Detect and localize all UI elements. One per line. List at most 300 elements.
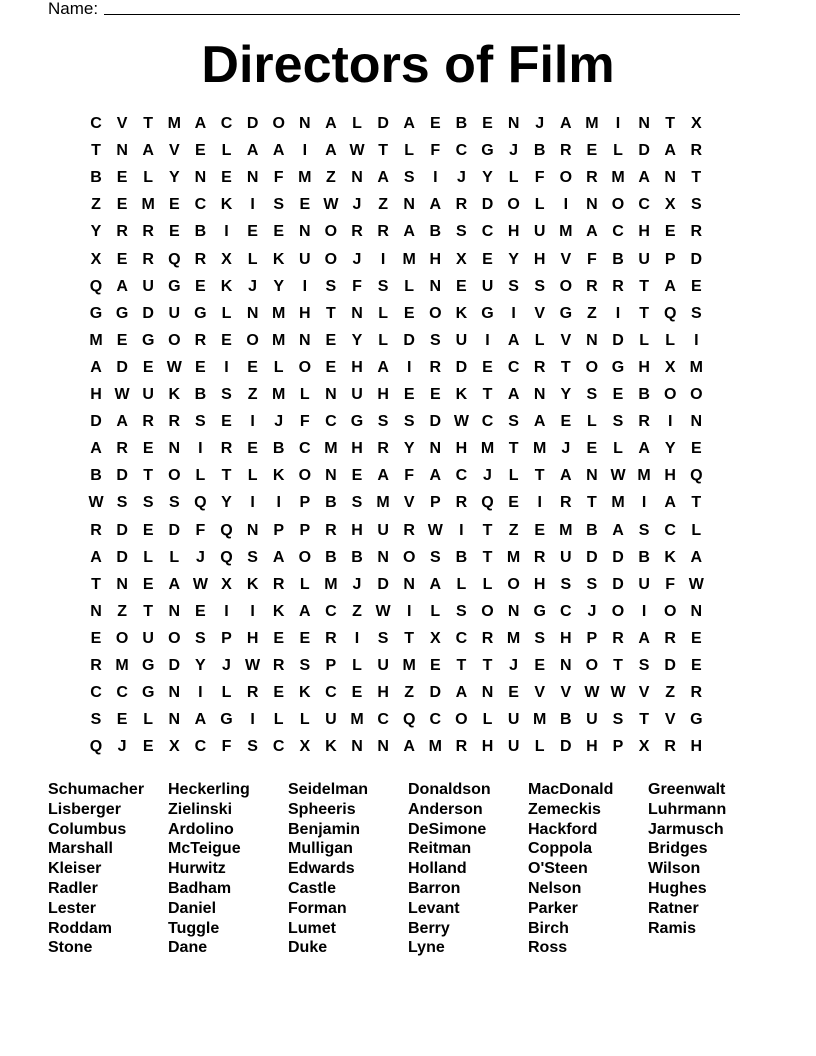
- grid-letter: Z: [247, 386, 258, 403]
- grid-letter: T: [482, 548, 493, 566]
- grid-letter: G: [141, 684, 155, 702]
- grid-letter: I: [250, 711, 255, 729]
- grid-letter: I: [667, 413, 673, 431]
- grid-letter: J: [509, 142, 519, 160]
- grid-letter: E: [195, 602, 206, 620]
- word-list-item: MacDonald: [528, 781, 614, 798]
- grid-letter: L: [613, 142, 623, 160]
- grid-letter: K: [299, 684, 311, 702]
- grid-letter: S: [586, 575, 598, 593]
- grid-letter: X: [638, 738, 650, 756]
- grid-letter: Z: [587, 304, 597, 322]
- grid-letter: E: [273, 223, 285, 241]
- grid-letter: I: [224, 358, 229, 376]
- grid-letter: L: [352, 657, 362, 674]
- grid-letter: U: [638, 575, 650, 593]
- word-list-item: Parker: [528, 899, 578, 917]
- grid-letter: N: [116, 142, 128, 160]
- grid-letter: B: [351, 548, 363, 566]
- grid-letter: C: [325, 602, 337, 620]
- grid-letter: I: [276, 494, 281, 512]
- grid-letter: R: [220, 440, 233, 458]
- grid-letter: S: [221, 386, 232, 403]
- grid-letter: U: [533, 223, 546, 241]
- grid-letter: A: [325, 142, 337, 160]
- word-list-item: Columbus: [48, 820, 127, 838]
- grid-letter: K: [272, 602, 285, 620]
- grid-letter: L: [482, 711, 493, 729]
- grid-letter: C: [377, 711, 389, 729]
- word-list-item: Birch: [528, 919, 569, 937]
- grid-letter: T: [326, 304, 336, 322]
- grid-letter: R: [377, 223, 389, 241]
- grid-letter: T: [91, 575, 101, 593]
- grid-letter: R: [533, 358, 546, 376]
- grid-letter: S: [195, 413, 206, 431]
- grid-letter: S: [351, 494, 363, 512]
- grid-letter: H: [351, 521, 363, 539]
- grid-letter: G: [350, 413, 364, 431]
- grid-letter: T: [534, 467, 545, 485]
- grid-letter: W: [584, 684, 600, 702]
- grid-letter: Z: [352, 602, 362, 620]
- grid-letter: M: [402, 250, 416, 268]
- word-list-item: Lyne: [408, 939, 445, 957]
- grid-letter: K: [220, 196, 233, 214]
- grid-letter: E: [351, 684, 363, 702]
- grid-letter: G: [220, 711, 233, 729]
- grid-letter: N: [481, 684, 494, 702]
- grid-letter: L: [534, 331, 545, 349]
- grid-letter: N: [299, 223, 311, 241]
- grid-letter: N: [351, 169, 363, 187]
- grid-letter: F: [273, 169, 284, 187]
- grid-letter: D: [377, 575, 389, 593]
- grid-letter: E: [508, 684, 519, 702]
- grid-letter: L: [299, 575, 310, 593]
- grid-letter: K: [664, 548, 676, 566]
- grid-letter: L: [613, 440, 623, 458]
- grid-letter: L: [378, 331, 388, 349]
- grid-letter: C: [481, 223, 494, 241]
- grid-letter: A: [142, 142, 154, 160]
- grid-letter: Z: [91, 196, 101, 214]
- grid-letter: K: [246, 575, 259, 593]
- grid-letter: R: [194, 250, 207, 268]
- grid-letter: D: [586, 548, 598, 566]
- grid-letter: X: [168, 738, 180, 756]
- grid-letter: L: [665, 331, 676, 349]
- grid-letter: I: [485, 331, 490, 349]
- grid-letter: U: [377, 657, 389, 674]
- grid-letter: B: [194, 386, 207, 403]
- grid-letter: S: [534, 629, 546, 647]
- grid-letter: C: [325, 684, 337, 702]
- grid-letter: T: [221, 467, 232, 485]
- grid-letter: A: [194, 115, 207, 132]
- grid-letter: D: [481, 196, 494, 214]
- word-list-item: Anderson: [408, 800, 483, 818]
- grid-letter: E: [586, 142, 598, 160]
- grid-letter: Z: [665, 684, 676, 702]
- grid-letter: B: [272, 440, 285, 458]
- word-list-item: Castle: [288, 879, 337, 897]
- grid-letter: I: [641, 602, 647, 620]
- word-list-column: [168, 780, 250, 958]
- grid-letter: H: [664, 467, 676, 485]
- grid-letter: T: [143, 602, 154, 620]
- grid-letter: S: [325, 277, 337, 295]
- grid-letter: T: [691, 494, 702, 512]
- grid-letter: A: [664, 277, 676, 295]
- grid-letter: B: [533, 142, 546, 160]
- grid-letter: R: [664, 738, 676, 756]
- grid-letter: N: [168, 602, 181, 620]
- word-list-item: Badham: [168, 879, 232, 897]
- grid-letter: B: [429, 223, 442, 241]
- grid-letter: U: [455, 331, 468, 349]
- grid-letter: S: [168, 494, 180, 512]
- grid-letter: C: [299, 440, 311, 458]
- word-list-column: [48, 780, 144, 958]
- grid-letter: T: [613, 657, 623, 674]
- grid-letter: E: [482, 115, 493, 132]
- word-list-item: Donaldson: [408, 781, 491, 798]
- grid-letter: N: [168, 440, 181, 458]
- grid-letter: H: [533, 575, 546, 593]
- grid-letter: S: [377, 277, 389, 295]
- grid-letter: E: [429, 657, 441, 674]
- grid-letter: J: [483, 467, 492, 485]
- grid-letter: N: [351, 304, 363, 322]
- grid-letter: T: [482, 386, 493, 403]
- grid-letter: A: [90, 440, 102, 458]
- grid-letter: G: [559, 304, 573, 322]
- grid-letter: C: [90, 684, 102, 702]
- grid-letter: S: [116, 494, 128, 512]
- grid-letter: N: [586, 467, 598, 485]
- grid-letter: E: [195, 277, 206, 295]
- grid-letter: T: [143, 115, 154, 132]
- grid-letter: C: [455, 467, 468, 485]
- grid-letter: F: [665, 575, 676, 593]
- word-list-item: Edwards: [288, 860, 355, 878]
- grid-letter: R: [272, 657, 285, 674]
- grid-letter: K: [325, 738, 337, 756]
- grid-letter: P: [664, 250, 676, 268]
- grid-letter: N: [351, 738, 363, 756]
- grid-letter: S: [690, 304, 702, 322]
- grid-letter: A: [533, 413, 546, 431]
- grid-letter: G: [481, 304, 494, 322]
- grid-letter: E: [247, 223, 258, 241]
- grid-letter: I: [459, 521, 464, 539]
- grid-letter: X: [664, 196, 676, 214]
- word-list-item: Mulligan: [288, 840, 353, 858]
- grid-letter: O: [611, 196, 625, 214]
- grid-letter: D: [142, 304, 154, 322]
- grid-letter: L: [482, 575, 493, 593]
- grid-letter: L: [169, 548, 180, 566]
- grid-letter: R: [690, 684, 703, 702]
- grid-letter: Q: [220, 521, 233, 539]
- word-list-item: Seidelman: [288, 781, 369, 798]
- grid-letter: X: [690, 115, 702, 132]
- grid-letter: T: [587, 494, 597, 512]
- word-list-item: Levant: [408, 899, 460, 917]
- word-list-column: [288, 780, 368, 958]
- grid-letter: K: [220, 277, 233, 295]
- grid-letter: O: [455, 711, 468, 729]
- grid-letter: G: [115, 304, 129, 322]
- grid-letter: L: [639, 331, 649, 349]
- grid-letter: E: [168, 196, 180, 214]
- grid-letter: M: [298, 169, 312, 187]
- grid-letter: M: [506, 548, 521, 566]
- grid-letter: I: [224, 602, 229, 620]
- grid-letter: U: [507, 738, 520, 756]
- grid-letter: U: [638, 250, 650, 268]
- grid-letter: L: [587, 413, 597, 431]
- grid-letter: R: [272, 575, 285, 593]
- grid-letter: P: [325, 657, 337, 674]
- grid-letter: S: [690, 196, 702, 214]
- grid-letter: E: [142, 738, 154, 756]
- grid-letter: M: [506, 629, 521, 647]
- grid-letter: R: [560, 494, 572, 512]
- grid-letter: X: [221, 575, 232, 593]
- word-list-item: Wilson: [648, 860, 701, 878]
- grid-letter: M: [559, 521, 573, 539]
- grid-letter: A: [403, 223, 415, 241]
- grid-letter: E: [456, 277, 467, 295]
- grid-letter: A: [272, 548, 285, 566]
- grid-letter: G: [141, 331, 155, 349]
- grid-letter: S: [586, 386, 598, 403]
- grid-letter: O: [559, 169, 573, 187]
- grid-letter: B: [325, 548, 337, 566]
- grid-letter: G: [89, 304, 103, 322]
- grid-letter: U: [299, 250, 311, 268]
- grid-letter: T: [691, 169, 702, 187]
- grid-letter: E: [586, 440, 598, 458]
- grid-letter: H: [377, 386, 389, 403]
- grid-letter: L: [221, 304, 232, 322]
- grid-letter: A: [403, 115, 415, 132]
- grid-letter: E: [116, 169, 128, 187]
- word-list-item: Duke: [288, 939, 328, 957]
- grid-letter: Z: [508, 521, 519, 539]
- grid-letter: F: [534, 169, 545, 187]
- grid-letter: I: [354, 629, 360, 647]
- word-list-item: Roddam: [48, 919, 112, 937]
- grid-letter: O: [663, 386, 677, 403]
- grid-letter: I: [615, 304, 621, 322]
- grid-letter: M: [141, 196, 155, 214]
- grid-letter: Y: [221, 494, 232, 512]
- grid-letter: V: [534, 684, 546, 702]
- grid-letter: O: [298, 358, 312, 376]
- grid-letter: L: [352, 115, 362, 132]
- grid-letter: H: [586, 738, 598, 756]
- grid-letter: U: [560, 548, 572, 566]
- word-list-item: Ratner: [648, 899, 699, 917]
- grid-letter: V: [638, 684, 650, 702]
- grid-letter: A: [507, 386, 520, 403]
- grid-letter: R: [194, 331, 207, 349]
- grid-letter: U: [351, 386, 363, 403]
- grid-letter: D: [116, 467, 128, 485]
- grid-letter: E: [116, 331, 128, 349]
- grid-letter: N: [246, 304, 259, 322]
- grid-letter: D: [403, 331, 415, 349]
- grid-letter: N: [168, 711, 181, 729]
- grid-letter: H: [351, 440, 363, 458]
- grid-letter: N: [533, 386, 546, 403]
- grid-letter: L: [143, 711, 154, 729]
- grid-letter: O: [168, 629, 181, 647]
- word-list-item: Daniel: [168, 899, 217, 917]
- grid-letter: E: [508, 494, 519, 512]
- grid-letter: A: [429, 196, 442, 214]
- grid-letter: U: [377, 521, 389, 539]
- grid-letter: L: [247, 250, 258, 268]
- grid-letter: R: [142, 413, 154, 431]
- grid-letter: M: [611, 494, 625, 512]
- grid-letter: Y: [195, 657, 206, 674]
- grid-letter: K: [455, 386, 468, 403]
- grid-letter: C: [90, 115, 102, 132]
- grid-letter: R: [455, 494, 468, 512]
- grid-letter: N: [403, 575, 415, 593]
- grid-letter: N: [429, 440, 442, 458]
- grid-letter: S: [247, 738, 258, 756]
- grid-letter: T: [639, 277, 649, 295]
- grid-letter: B: [612, 250, 624, 268]
- grid-letter: O: [507, 196, 520, 214]
- grid-letter: B: [325, 494, 337, 512]
- grid-letter: X: [456, 250, 467, 268]
- grid-letter: I: [433, 169, 438, 187]
- grid-letter: C: [455, 142, 468, 160]
- grid-letter: W: [349, 142, 365, 160]
- grid-letter: A: [377, 467, 389, 485]
- word-list-item: Coppola: [528, 840, 592, 858]
- grid-letter: L: [221, 142, 232, 160]
- grid-letter: R: [90, 521, 102, 539]
- grid-letter: J: [248, 277, 258, 295]
- grid-letter: S: [247, 548, 258, 566]
- grid-letter: G: [194, 304, 207, 322]
- grid-letter: M: [89, 331, 103, 349]
- grid-letter: N: [377, 548, 389, 566]
- grid-letter: M: [611, 169, 625, 187]
- grid-letter: E: [195, 142, 206, 160]
- word-list-item: Spheeris: [288, 800, 356, 818]
- grid-letter: M: [272, 386, 286, 403]
- grid-letter: E: [690, 629, 702, 647]
- grid-letter: A: [377, 358, 389, 376]
- grid-letter: C: [560, 602, 572, 620]
- grid-letter: F: [352, 277, 362, 295]
- grid-letter: E: [560, 413, 572, 431]
- grid-letter: C: [194, 196, 207, 214]
- word-list-item: Marshall: [48, 840, 113, 858]
- grid-letter: C: [638, 196, 650, 214]
- grid-letter: W: [192, 575, 208, 593]
- grid-letter: P: [299, 521, 311, 539]
- grid-letter: D: [429, 413, 442, 431]
- grid-letter: V: [560, 331, 572, 349]
- word-list-item: Forman: [288, 899, 347, 917]
- grid-letter: W: [323, 196, 339, 214]
- grid-letter: L: [299, 711, 310, 729]
- grid-letter: B: [194, 223, 207, 241]
- grid-letter: H: [299, 304, 311, 322]
- grid-letter: S: [456, 223, 467, 241]
- grid-letter: I: [406, 602, 412, 620]
- grid-letter: M: [115, 657, 129, 674]
- grid-letter: D: [116, 548, 128, 566]
- grid-letter: J: [587, 602, 597, 620]
- grid-letter: D: [455, 358, 468, 376]
- grid-letter: E: [690, 277, 702, 295]
- grid-letter: T: [508, 440, 519, 458]
- grid-letter: N: [325, 386, 337, 403]
- grid-letter: P: [429, 494, 441, 512]
- grid-letter: S: [403, 413, 415, 431]
- grid-letter: D: [90, 413, 102, 431]
- grid-letter: H: [246, 629, 259, 647]
- grid-letter: E: [403, 304, 415, 322]
- grid-letter: P: [612, 738, 624, 756]
- word-list-item: Zielinski: [168, 800, 233, 818]
- grid-letter: P: [221, 629, 232, 647]
- grid-letter: G: [533, 602, 546, 620]
- grid-letter: N: [168, 684, 181, 702]
- word-list-column: [528, 780, 613, 958]
- grid-letter: H: [638, 358, 650, 376]
- grid-letter: E: [116, 196, 128, 214]
- grid-letter: R: [168, 413, 181, 431]
- grid-letter: D: [116, 521, 128, 539]
- grid-letter: T: [639, 711, 649, 729]
- grid-letter: C: [507, 358, 520, 376]
- grid-letter: J: [117, 738, 127, 756]
- grid-letter: F: [221, 738, 232, 756]
- grid-letter: X: [221, 250, 232, 268]
- grid-letter: U: [325, 711, 337, 729]
- grid-letter: L: [404, 277, 415, 295]
- grid-letter: T: [143, 467, 154, 485]
- grid-letter: N: [194, 169, 207, 187]
- grid-letter: O: [585, 358, 599, 376]
- grid-letter: R: [612, 629, 624, 647]
- grid-letter: R: [638, 413, 650, 431]
- grid-letter: N: [403, 196, 415, 214]
- grid-letter: Y: [508, 250, 519, 268]
- grid-letter: O: [298, 548, 312, 566]
- grid-letter: A: [586, 223, 598, 241]
- grid-letter: D: [168, 521, 181, 539]
- grid-letter: T: [482, 521, 493, 539]
- grid-letter: R: [664, 629, 676, 647]
- grid-letter: U: [481, 277, 494, 295]
- grid-letter: I: [198, 684, 203, 702]
- grid-letter: G: [690, 711, 703, 729]
- grid-letter: A: [429, 467, 442, 485]
- grid-letter: S: [429, 548, 441, 566]
